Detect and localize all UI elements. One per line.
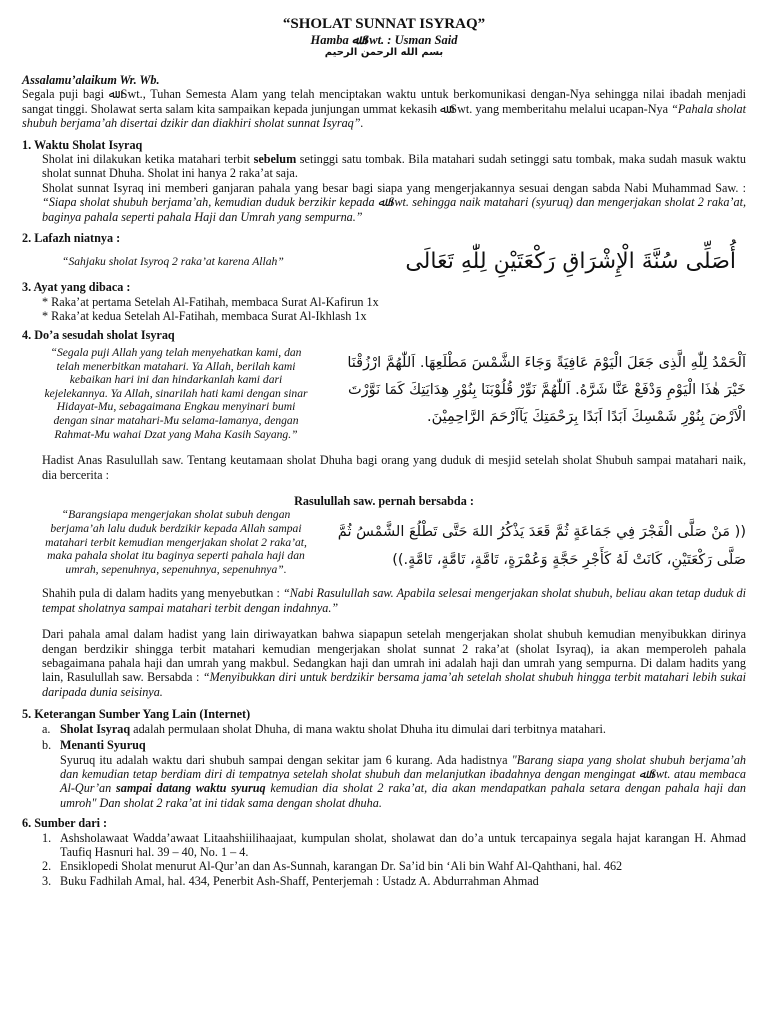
s1-p2-quote: “Siapa sholat shubuh berjama’ah, kemudian duduk berzikir kepada ﷲ Swt. sehingga naik matahari (syuruq) dan mengerjakan sholat 2 raka’at, baginya pahala seperti pahala Haji dan Umrah yang sempurna.” [42,195,747,224]
sources-list [22,831,746,889]
source-number: 2. [42,859,52,874]
hadith-arabic: (( مَنْ صَلَّى الْفَجْرَ فِي جَمَاعَةٍ ثُمَّ قَعَدَ يَذْكُرُ اللهَ حَتَّى تَطْلُعَ الشَّمْسُ ثُمَّ صَلَّى رَكْعَتَيْنِ، كَانَتْ لَهُ كَأَجْرِ حَجَّةٍ وَعُمْرَةٍ، تَامَّةٍ، تَامَّةٍ، تَامَّةٍ.)) [337,524,746,569]
hadith-block [22,508,746,576]
intro-paragraph [22,87,746,130]
doa-arabic: اَلْحَمْدُ لِلّٰهِ الَّذِى جَعَلَ الْيَوْمَ عَافِيَةً وَجَاءَ الشَّمْسَ مَطْلَعِهَا. اَللّٰهُمَّ ارْزُقْنَا خَيْرَ هٰذَا الْيَوْمِ وَدْفَعْ عَنَّا شَرَّهُ. اَللّٰهُمَّ نَوِّرْ قُلُوْبَنَا بِنُوْرِ هِدَايَتِكَ كَمَا نَوَّرْتَ الْاَرْضَ بِنُوْرِ شَمْسِكَ اَبَدًا اَبَدًا بِرَحْمَتِكَ يَآاَرْحَمَ الرَّاحِمِيْنَ. [347,355,746,426]
ayat-list [22,295,746,324]
hadith-intro: Hadist Anas Rasulullah saw. Tentang keutamaan sholat Dhuha bagi orang yang duduk di mesjid setelah sholat Shubuh sampai matahari naik, dia bercerita : [42,453,746,482]
ayat-item: * Raka’at kedua Setelah Al-Fatihah, membaca Surat Al-Ikhlash 1x [42,309,367,324]
source-item [42,874,746,888]
source-number: 1. [42,830,52,845]
section-1-heading: 1. Waktu Sholat Isyraq [22,137,143,152]
section-1-p2 [42,181,746,224]
source-text: Ashsholawaat Wadda’awaat Litaahshiilihaajaat, kumpulan sholat, sholawat dan do’a untuk tercapainya segala hajat karangan H. Ahmad Taufiq Hasnuri hal. 39 – 40, No. 1 – 4. [60,830,746,859]
section-1-p1 [42,152,746,181]
item-body: adalah permulaan sholat Dhuha, di mana waktu sholat Dhuha itu dimulai dari terbitnya matahari. [133,721,606,736]
item-bold: Menanti Syuruq [60,738,146,753]
shahih-text: Shahih pula di dalam hadits yang menyebutkan : [42,586,280,601]
item-quote-bold: sampai datang waktu syuruq [115,781,266,796]
intro-quote: “Pahala sholat shubuh berjama’ah disertai dzikir dan diakhiri sholat sunnat Isyraq”. [22,101,747,131]
list-item [42,722,746,736]
section-4-heading: 4. Do’a sesudah sholat Isyraq [22,327,175,342]
doc-author: Hamba ﷲ Swt. : Usman Said [310,33,458,47]
pahala-paragraph [22,627,746,699]
item-text [60,738,746,810]
hadith-translation: “Barangsiapa mengerjakan sholat subuh dengan berjama’ah lalu duduk berdzikir kepada Allah sampai matahari terbit kemudian mengerjakan sholat 2 raka’at, maka pahala sholat itu baginya seperti pahala haji dan umrah, sepenuhnya, sepenuhnya, sepenuhnya”. [45,508,307,576]
source-text: Ensiklopedi Sholat menurut Al-Qur’an dan As-Sunnah, karangan Dr. Sa’id bin ‘Ali bin Wahf Al-Qahthani, hal. 462 [60,859,623,874]
item-bold: Sholat Isyraq [60,721,131,736]
source-item [42,859,746,873]
section-5-list [22,722,746,810]
list-item [42,738,746,810]
item-quote-end: kemudian dia sholat 2 raka’at, dia akan mendapatkan pahala setara dengan pahala haji dan umroh" Dan sholat 2 raka’at ini tidak sama dengan sholat dhuha. [60,781,747,810]
item-text [60,722,746,736]
basmala: بسم الله الرحمن الرحيم [324,47,444,58]
section-2-heading: 2. Lafazh niatnya : [22,231,121,246]
item-body: Syuruq itu adalah waktu dari shubuh sampai dengan sekitar jam 6 kurang. Ada hadistnya [60,752,508,767]
source-item [42,831,746,860]
section-5-heading: 5. Keterangan Sumber Yang Lain (Internet) [22,707,251,722]
pahala-quote: “Menyibukkan diri untuk berdzikir bersama jama’ah setelah sholat shubuh hingga terbit matahari lebih sukai daripada dunia seisinya. [42,670,746,699]
item-number: a. [42,721,51,736]
doa-block [22,346,746,441]
section-3-heading: 3. Ayat yang dibaca : [22,280,131,295]
s1-p2-a: Sholat sunnat Isyraq ini memberi ganjaran pahala yang besar bagi siapa yang mengerjakannya sesuai dengan sabda Nabi Muhammad Saw. : [42,180,746,195]
hadith-heading: Rasulullah saw. pernah bersabda : [294,494,474,509]
shahih-quote: “Nabi Rasulullah saw. Apabila selesai mengerjakan sholat shubuh, beliau akan tetap duduk di tempat sholatnya sampai matahari terbit dengan indahnya.” [42,586,747,615]
source-text: Buku Fadhilah Amal, hal. 434, Penerbit Ash-Shaff, Penterjemah : Ustadz A. Abdurrahman Ahmad [60,873,539,888]
niat-row [22,247,746,277]
section-6-heading: 6. Sumber dari : [22,816,108,831]
shahih-paragraph [22,586,746,615]
greeting: Assalamu’alaikum Wr. Wb. [22,73,160,87]
doc-title: “SHOLAT SUNNAT ISYRAQ” [282,16,486,32]
source-number: 3. [42,873,52,888]
s1-p1-bold: sebelum [253,152,297,167]
doa-translation: “Segala puji Allah yang telah menyehatkan kami, dan telah menerbitkan matahari. Ya Allah, berilah kami kebaikan hari ini dan hindarkanlah kami dari kejelekannya. Ya Allah, sinarilah hati kami dengan sinar Hidayat-Mu, sebagaimana Engkau menyinari bumi dengan sinar matahari-Mu selama-lamanya, dengan Rahmat-Mu wahai Dzat yang Maha Kasih Sayang.” [44,346,308,441]
niat-latin: “Sahjaku sholat Isyroq 2 raka’at karena Allah” [62,255,284,269]
pahala-text: Dari pahala amal dalam hadist yang lain diriwayatkan bahwa siapapun setelah mengerjakan sholat shubuh kemudian menyibukkan dirinya dengan berdzikir shingga terbit matahari kemudian mengerjakan sholat sunnat 2 raka’at (sholat Isyraq), ia akan memperoleh pahala sebagaimana pahala haji dan umrah yang makbul. Sedangkan haji dan umrah ini adalah haji dan umrah yang sempurna. Di dalam hadits yang lain, Rasulullah saw. Bersabda : [42,627,746,685]
niat-arabic: أُصَلِّى سُنَّةَ الْإِشْرَاقِ رَكْعَتَيْنِ لِلّٰهِ تَعَالَى [405,249,736,275]
s1-p1-a: Sholat ini dilakukan ketika matahari terbit [42,152,251,167]
ayat-item: * Raka’at pertama Setelah Al-Fatihah, membaca Surat Al-Kafirun 1x [42,294,379,309]
section-1-body [22,152,746,224]
s1-p1-b: setinggi satu tombak. Bila matahari sudah setinggi satu tombak, maka sudah masuk waktu sholat sunnat Dhuha. Sholat ini hanya 2 raka’at saja. [42,152,746,181]
item-number: b. [42,738,52,753]
item-quote: "Barang siapa yang sholat shubuh berjama’ah dan kemudian tetap berdiam diri di tempatnya setelah sholat shubuh dan melanjutkan ibadahnya dengan mengingat ﷲ Swt. atau membaca Al-Qur’an [60,752,747,796]
intro-text: Segala puji bagi ﷲ Swt., Tuhan Semesta Alam yang telah menciptakan waktu untuk berkomunikasi dengan-Nya sehingga nilai ibadah menjadi sangat tinggi. Sholawat serta salam kita sampaikan kepada junjungan ummat kekasih ﷲ Swt. yang memberitahu melalui ucapan-Nya [22,87,746,116]
